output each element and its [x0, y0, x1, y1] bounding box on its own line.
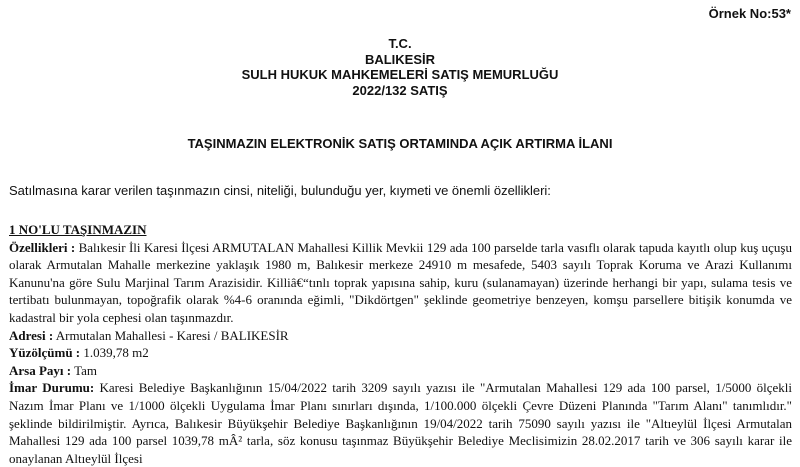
- intro-text: Satılmasına karar verilen taşınmazın cinsi, niteliği, bulunduğu yer, kıymeti ve önemli özellikleri:: [9, 183, 551, 198]
- area-text: 1.039,78 m2: [80, 345, 149, 361]
- area-paragraph: [9, 344, 792, 362]
- share-paragraph: [9, 362, 792, 380]
- share-label: Arsa Payı :: [9, 362, 72, 378]
- features-text: Balıkesir İli Karesi İlçesi ARMUTALAN Mahallesi Killik Mevkii 129 ada 100 parselde tarla vasıflı olarak tapuda kayıtlı olup kuş uçuşu olarak Armutalan Mahalle merkezine yaklaşık 1980 m, Balıkesir merkeze 24910 m mesafede, 5403 sayılı Toprak Koruma ve Arazi Kullanımı Kanunu'na göre Sulu Marjinal Tarım Arazisidir. Killiâ€“tınlı toprak yapısına sahip, kuru (sulanamayan) üzerinde herhangi bir yapı, sulama tesis ve tertibatı bulunmayan, topoğrafik olarak %4-6 oranında eğimli, "Dikdörtgen" şeklinde geometriye benzeyen, komşu parsellere bitişik konumda ve kadastral bir yola cephesi olan taşınmazdır.: [9, 239, 792, 325]
- property-section: [9, 221, 792, 467]
- header-line-city: BALIKESİR: [364, 51, 436, 67]
- sample-number: Örnek No:53*: [708, 6, 791, 21]
- header-line-office: SULH HUKUK MAHKEMELERİ SATIŞ MEMURLUĞU: [241, 67, 559, 82]
- features-label: Özellikleri :: [9, 239, 76, 255]
- address-label: Adresi :: [9, 327, 54, 343]
- address-text: Armutalan Mahallesi - Karesi / BALIKESİR: [53, 327, 289, 343]
- property-heading: 1 NO'LU TAŞINMAZIN: [9, 222, 147, 237]
- zoning-text: Karesi Belediye Başkanlığının 15/04/2022 tarih 3209 sayılı yazısı ile "Armutalan Mahallesi 129 ada 100 parsel, 1/5000 ölçekli Nazım İmar Planı ve 1/1000 ölçekli Uygulama İmar Planı sınırları dışında, 1/100.000 ölçekli Çevre Düzeni Planında "Tarım Alanı" tanımlıdır." şeklinde bildirilmiştir. Ayrıca, Balıkesir Büyükşehir Belediye Başkanlığının 19/04/2022 tarih 75090 sayılı yazısı ile "Altıeylül İlçesi Armutalan Mahallesi 129 ada 100 parsel 1039,78 mÂ² tarla, söz konusu taşınmaz Büyükşehir Belediye Meclisimizin 28.02.2017 tarih ve 306 sayılı karar ile onaylanan Altıeylül İlçesi: [9, 380, 792, 466]
- share-text: Tam: [71, 362, 98, 378]
- header-line-case: 2022/132 SATIŞ: [352, 82, 448, 98]
- features-paragraph: [9, 239, 792, 327]
- area-label: Yüzölçümü :: [9, 345, 81, 361]
- document-title: TAŞINMAZIN ELEKTRONİK SATIŞ ORTAMINDA AÇIK ARTIRMA İLANI: [187, 136, 613, 151]
- header-line-tc: T.C.: [388, 36, 412, 51]
- court-header: [0, 36, 800, 98]
- address-paragraph: [9, 327, 792, 345]
- zoning-label: İmar Durumu:: [9, 380, 95, 396]
- zoning-paragraph: [9, 379, 792, 467]
